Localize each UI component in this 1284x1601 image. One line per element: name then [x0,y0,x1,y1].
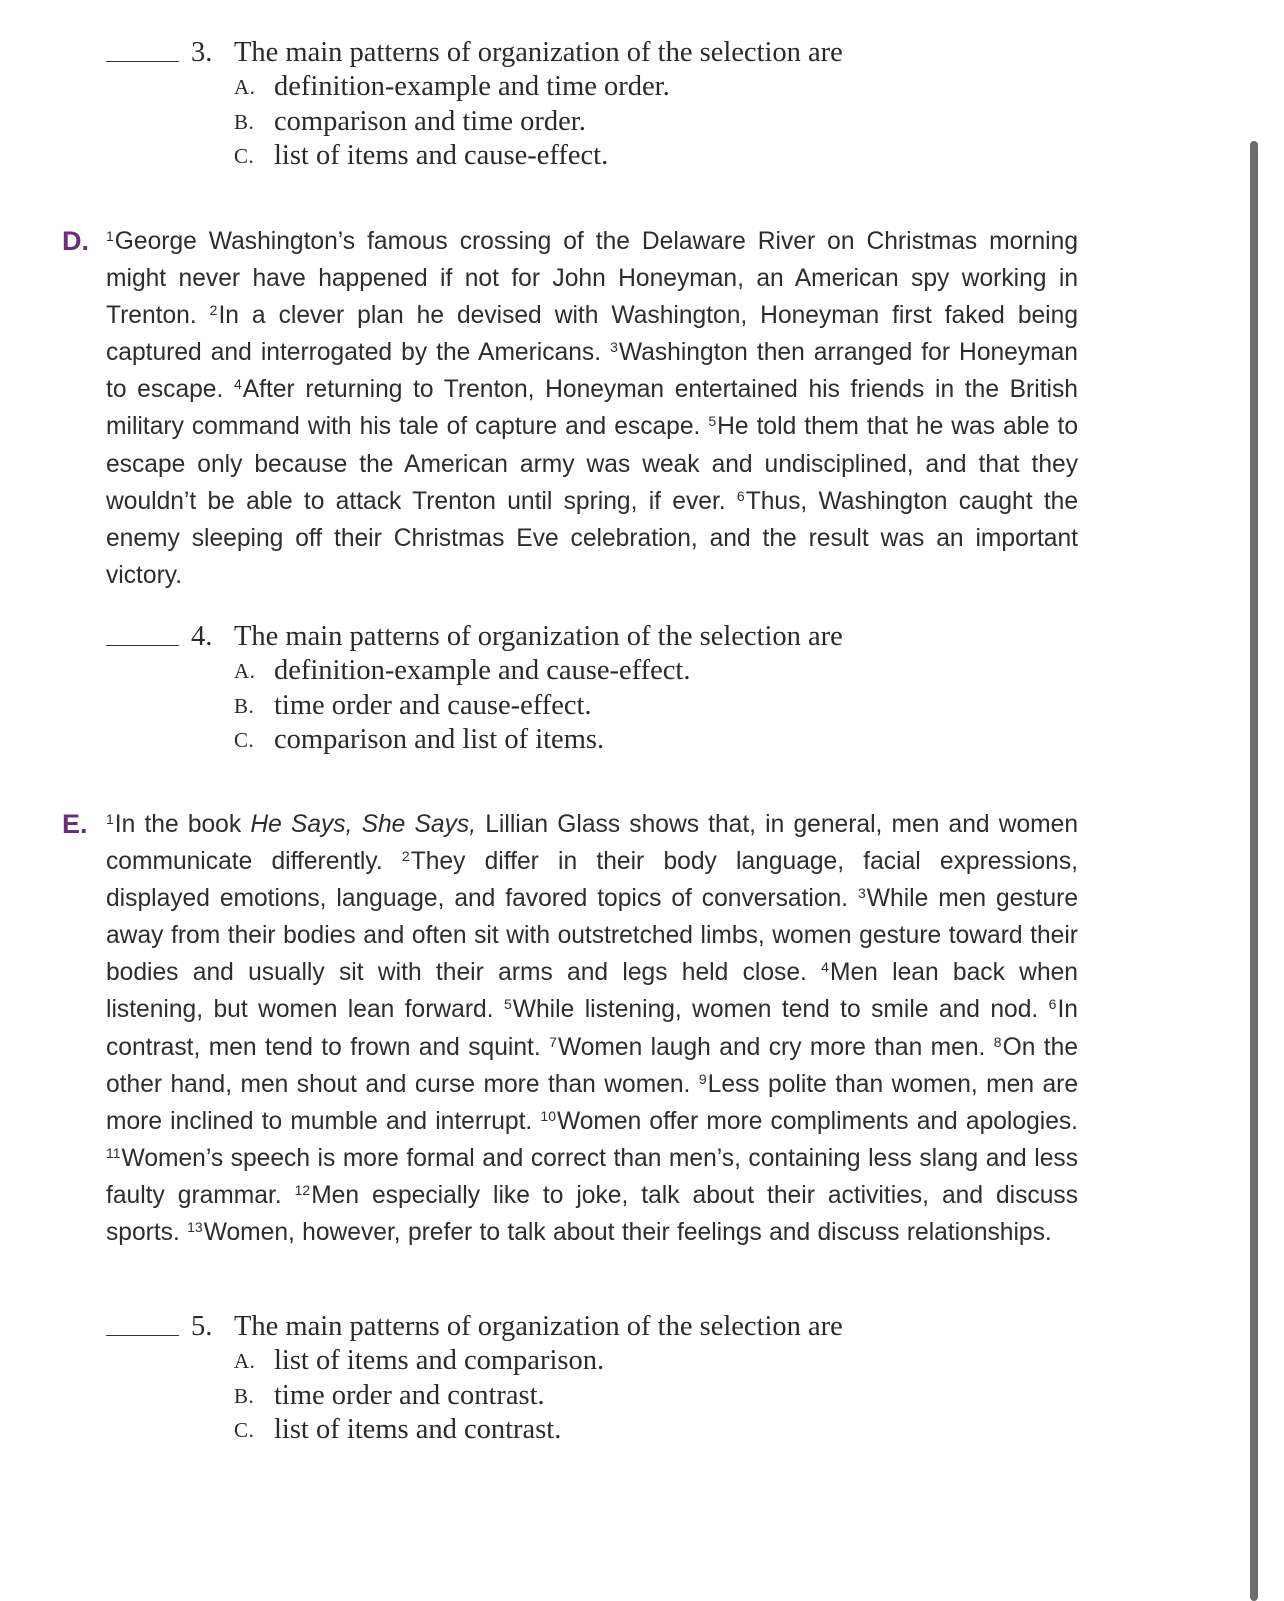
sentence: In the book [114,811,251,838]
sentence-number: 6 [736,487,745,504]
passage-label: E. [62,809,88,839]
sentence-number: 11 [106,1144,121,1161]
question-4 [106,619,1006,758]
answer-option [106,1344,1006,1379]
sentence-number: 3 [858,885,866,902]
answer-blank[interactable] [106,61,179,62]
passage-label: D. [62,226,89,256]
sentence-number: 1 [106,811,114,827]
option-text: list of items and cause-effect. [274,140,609,171]
answer-option [106,139,1006,174]
sentence: Men lean back when listening, but women lean forward. [106,959,1078,1024]
passage-body [106,806,1078,1251]
passage-d [62,223,1078,594]
sentence-number: 2 [401,848,410,865]
sentence-number: 10 [540,1107,556,1124]
sentence: They differ in their body language, facial expressions, displayed emotions, language, and favored topics of conversation. [106,848,1078,913]
option-text: time order and cause-effect. [274,689,592,721]
sentence: After returning to Trenton, Honeyman entertained his friends in the British military command with his tale of capture and escape. [106,376,1078,441]
sentence: George Washington’s famous crossing of the Delaware River on Christmas morning might never have happened if not for John Honeyman, an American spy working in Trenton. [106,228,1078,330]
sentence: In a clever plan he devised with Washington, Honeyman first faked being captured and interrogated by the Americans. [106,302,1078,367]
sentence: Washington then arranged for Honeyman to escape. [106,339,1078,404]
sentence-number: 6 [1048,996,1057,1013]
sentence-number: 1 [106,228,114,244]
sentence: Women laugh and cry more than men. [557,1033,994,1061]
question-3 [106,35,1006,174]
option-letter: A. [234,659,256,683]
option-text: comparison and list of items. [274,724,605,755]
question-number: 3. [191,37,213,68]
sentence: Women’s speech is more formal and correct than men’s, containing less slang and less faulty grammar. [106,1144,1078,1209]
option-text: definition-example and cause-effect. [274,655,691,686]
sentence-number: 7 [549,1033,557,1050]
sentence: Thus, Washington caught the enemy sleeping off their Christmas Eve celebration, and the result was an important victory. [106,487,1079,589]
option-letter: B. [234,109,255,134]
sentence: Women offer more compliments and apologies. [556,1107,1079,1135]
vertical-scrollbar[interactable] [1250,141,1258,1601]
book-title: He Says, She Says, [250,811,477,838]
sentence: In contrast, men tend to frown and squint. [106,996,1078,1061]
answer-blank[interactable] [106,1335,179,1336]
sentence-number: 12 [294,1181,311,1198]
sentence: Lillian Glass shows that, in general, men and women communicate differently. [106,811,1079,876]
sentence-number: 8 [993,1033,1002,1050]
sentence-number: 5 [503,996,512,1013]
passage-e [62,806,1078,1251]
option-letter: C. [234,1418,255,1442]
question-number: 5. [191,1311,213,1342]
question-stem: The main patterns of organization of the selection are [234,1311,843,1342]
question-5 [106,1309,1006,1448]
option-text: comparison and time order. [274,105,586,137]
sentence-number: 5 [708,413,717,430]
question-stem: The main patterns of organization of the selection are [234,621,843,652]
answer-option [106,654,1006,689]
answer-option [106,1413,1006,1448]
option-text: time order and contrast. [274,1379,545,1411]
option-letter: C. [234,144,255,168]
option-letter: C. [234,728,255,752]
answer-option [106,1379,1006,1414]
sentence: Men especially like to joke, talk about their activities, and discuss sports. [106,1181,1078,1247]
option-letter: A. [234,1349,256,1373]
sentence: While listening, women tend to smile and nod. [512,996,1049,1024]
answer-option [106,689,1006,724]
answer-option [106,723,1006,758]
answer-option [106,105,1006,140]
sentence: He told them that he was able to escape only because the American army was weak and undisciplined, and that they wouldn’t be able to attack Trenton until spring, if ever. [106,413,1079,515]
sentence-number: 4 [821,959,829,976]
question-number: 4. [191,621,213,652]
option-letter: A. [234,75,256,99]
answer-option [106,70,1006,105]
sentence: While men gesture away from their bodies and often sit with outstretched limbs, women gesture toward their bodies and usually sit with their arms and legs held close. [106,885,1078,987]
sentence-number: 9 [698,1070,707,1087]
option-letter: B. [234,693,255,718]
sentence-number: 2 [209,302,218,319]
option-text: definition-example and time order. [274,71,670,102]
sentence: On the other hand, men shout and curse more than women. [106,1033,1078,1098]
answer-blank[interactable] [106,645,179,646]
passage-body [106,223,1078,594]
sentence-number: 3 [610,339,618,356]
option-letter: B. [234,1383,255,1408]
question-stem: The main patterns of organization of the selection are [234,37,843,68]
option-text: list of items and contrast. [274,1414,562,1445]
sentence-number: 4 [233,376,242,393]
sentence: Less polite than women, men are more inclined to mumble and interrupt. [106,1070,1078,1135]
option-text: list of items and comparison. [274,1345,605,1376]
sentence: Women, however, prefer to talk about their feelings and discuss relationships. [203,1219,1052,1247]
sentence-number: 13 [187,1219,203,1236]
